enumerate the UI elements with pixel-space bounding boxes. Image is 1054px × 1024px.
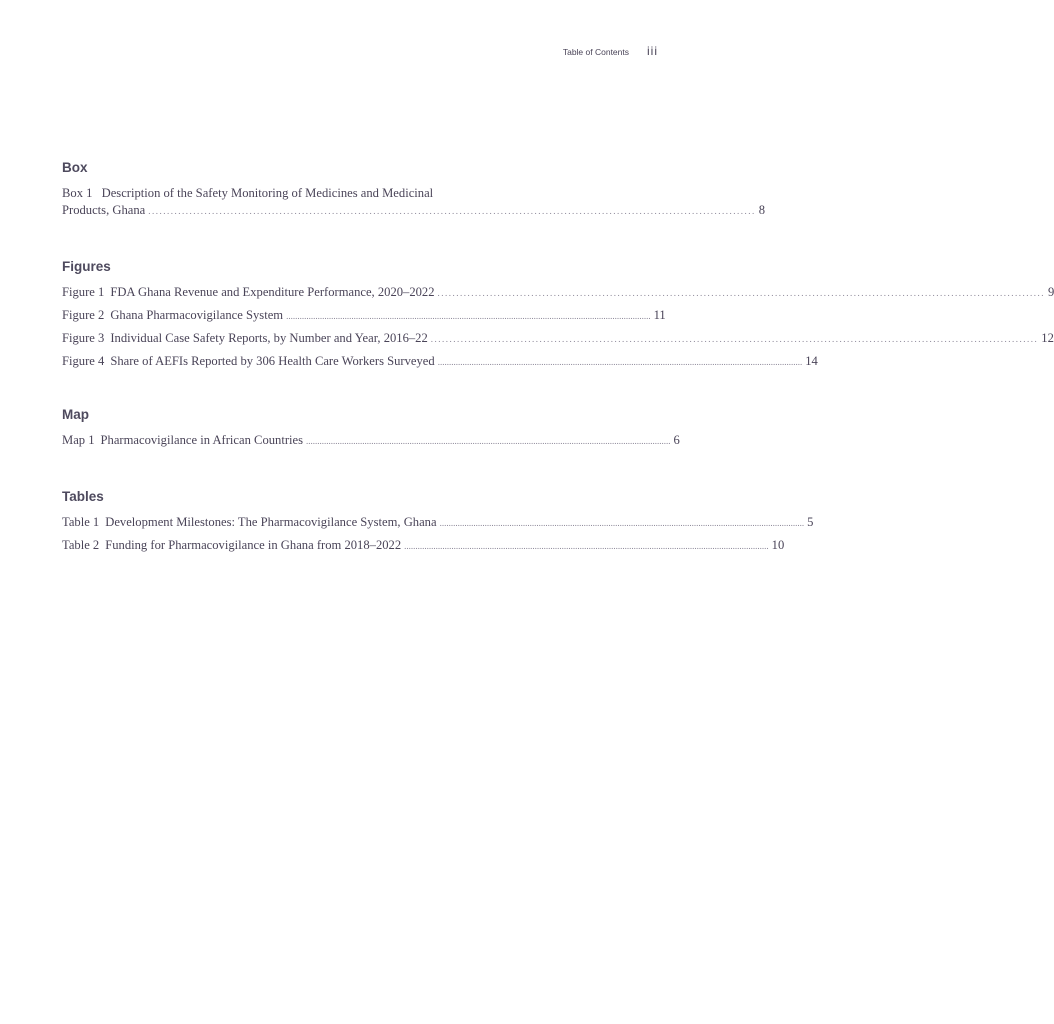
- entry-label: Box 1: [62, 186, 93, 200]
- entry-label: Figure 3: [62, 331, 105, 345]
- toc-entry-figure-4[interactable]: [62, 353, 818, 371]
- dot-leader: ..................................................................................................................................................................: [430, 334, 1039, 344]
- section-heading-figures: Figures: [62, 259, 111, 274]
- entry-title: Development Milestones: The Pharmacovigilance System, Ghana: [105, 515, 437, 529]
- entry-label: Table 1: [62, 515, 100, 529]
- section-heading-tables: Tables: [62, 489, 104, 504]
- entry-title-line1: Description of the Safety Monitoring of Medicines and Medicinal: [101, 186, 434, 200]
- figures-list: [62, 284, 1054, 371]
- entry-title: Funding for Pharmacovigilance in Ghana from 2018–2022: [105, 538, 402, 552]
- entry-page-number: 5: [807, 515, 814, 529]
- dot-leader: ..................................................................................................................................................................: [404, 541, 769, 551]
- tables-list: [62, 514, 814, 555]
- page-number: iii: [647, 44, 658, 58]
- toc-entry-map-1[interactable]: [62, 432, 680, 450]
- running-header: [563, 44, 658, 58]
- map-section: [62, 406, 680, 455]
- dot-leader: ..................................................................................................................................................................: [148, 206, 756, 216]
- entry-title: Share of AEFIs Reported by 306 Health Care Workers Surveyed: [110, 354, 435, 368]
- toc-entry-figure-3[interactable]: [62, 330, 1054, 348]
- toc-entry-table-2[interactable]: [62, 537, 785, 555]
- entry-page-number: 14: [805, 354, 818, 368]
- toc-entry-figure-1[interactable]: [62, 284, 1054, 302]
- entry-page-number: 10: [771, 538, 785, 552]
- toc-entry-figure-2[interactable]: [62, 307, 666, 325]
- entry-title-line2: Products, Ghana: [62, 203, 146, 217]
- dot-leader: ..................................................................................................................................................................: [306, 436, 671, 446]
- dot-leader: ..................................................................................................................................................................: [437, 288, 1046, 298]
- entry-page-number: 8: [758, 203, 766, 217]
- box-section: [62, 159, 766, 225]
- entry-page-number: 12: [1041, 331, 1054, 345]
- header-title: Table of Contents: [562, 47, 629, 57]
- toc-entry-box-1[interactable]: [62, 185, 766, 220]
- toc-entry-table-1[interactable]: [62, 514, 814, 532]
- entry-title: Individual Case Safety Reports, by Number and Year, 2016–22: [110, 331, 428, 345]
- entry-label: Figure 4: [62, 354, 105, 368]
- entry-page-number: 11: [653, 308, 666, 322]
- section-heading-box: Box: [62, 160, 88, 175]
- entry-title: FDA Ghana Revenue and Expenditure Performance, 2020–2022: [110, 285, 435, 299]
- entry-page-number: 6: [673, 433, 680, 447]
- map-list: [62, 432, 680, 450]
- entry-title: Pharmacovigilance in African Countries: [100, 433, 304, 447]
- dot-leader: ..................................................................................................................................................................: [439, 518, 805, 528]
- figures-section: [62, 258, 1054, 376]
- entry-label: Map 1: [62, 433, 95, 447]
- entry-page-number: 9: [1048, 285, 1054, 299]
- dot-leader: ..................................................................................................................................................................: [286, 311, 651, 321]
- tables-section: [62, 488, 814, 560]
- section-heading-map: Map: [62, 407, 89, 422]
- dot-leader: ..................................................................................................................................................................: [437, 357, 803, 367]
- box-list: [62, 185, 766, 220]
- entry-label: Figure 1: [62, 285, 105, 299]
- entry-label: Table 2: [62, 538, 100, 552]
- entry-title: Ghana Pharmacovigilance System: [110, 308, 284, 322]
- entry-label: Figure 2: [62, 308, 105, 322]
